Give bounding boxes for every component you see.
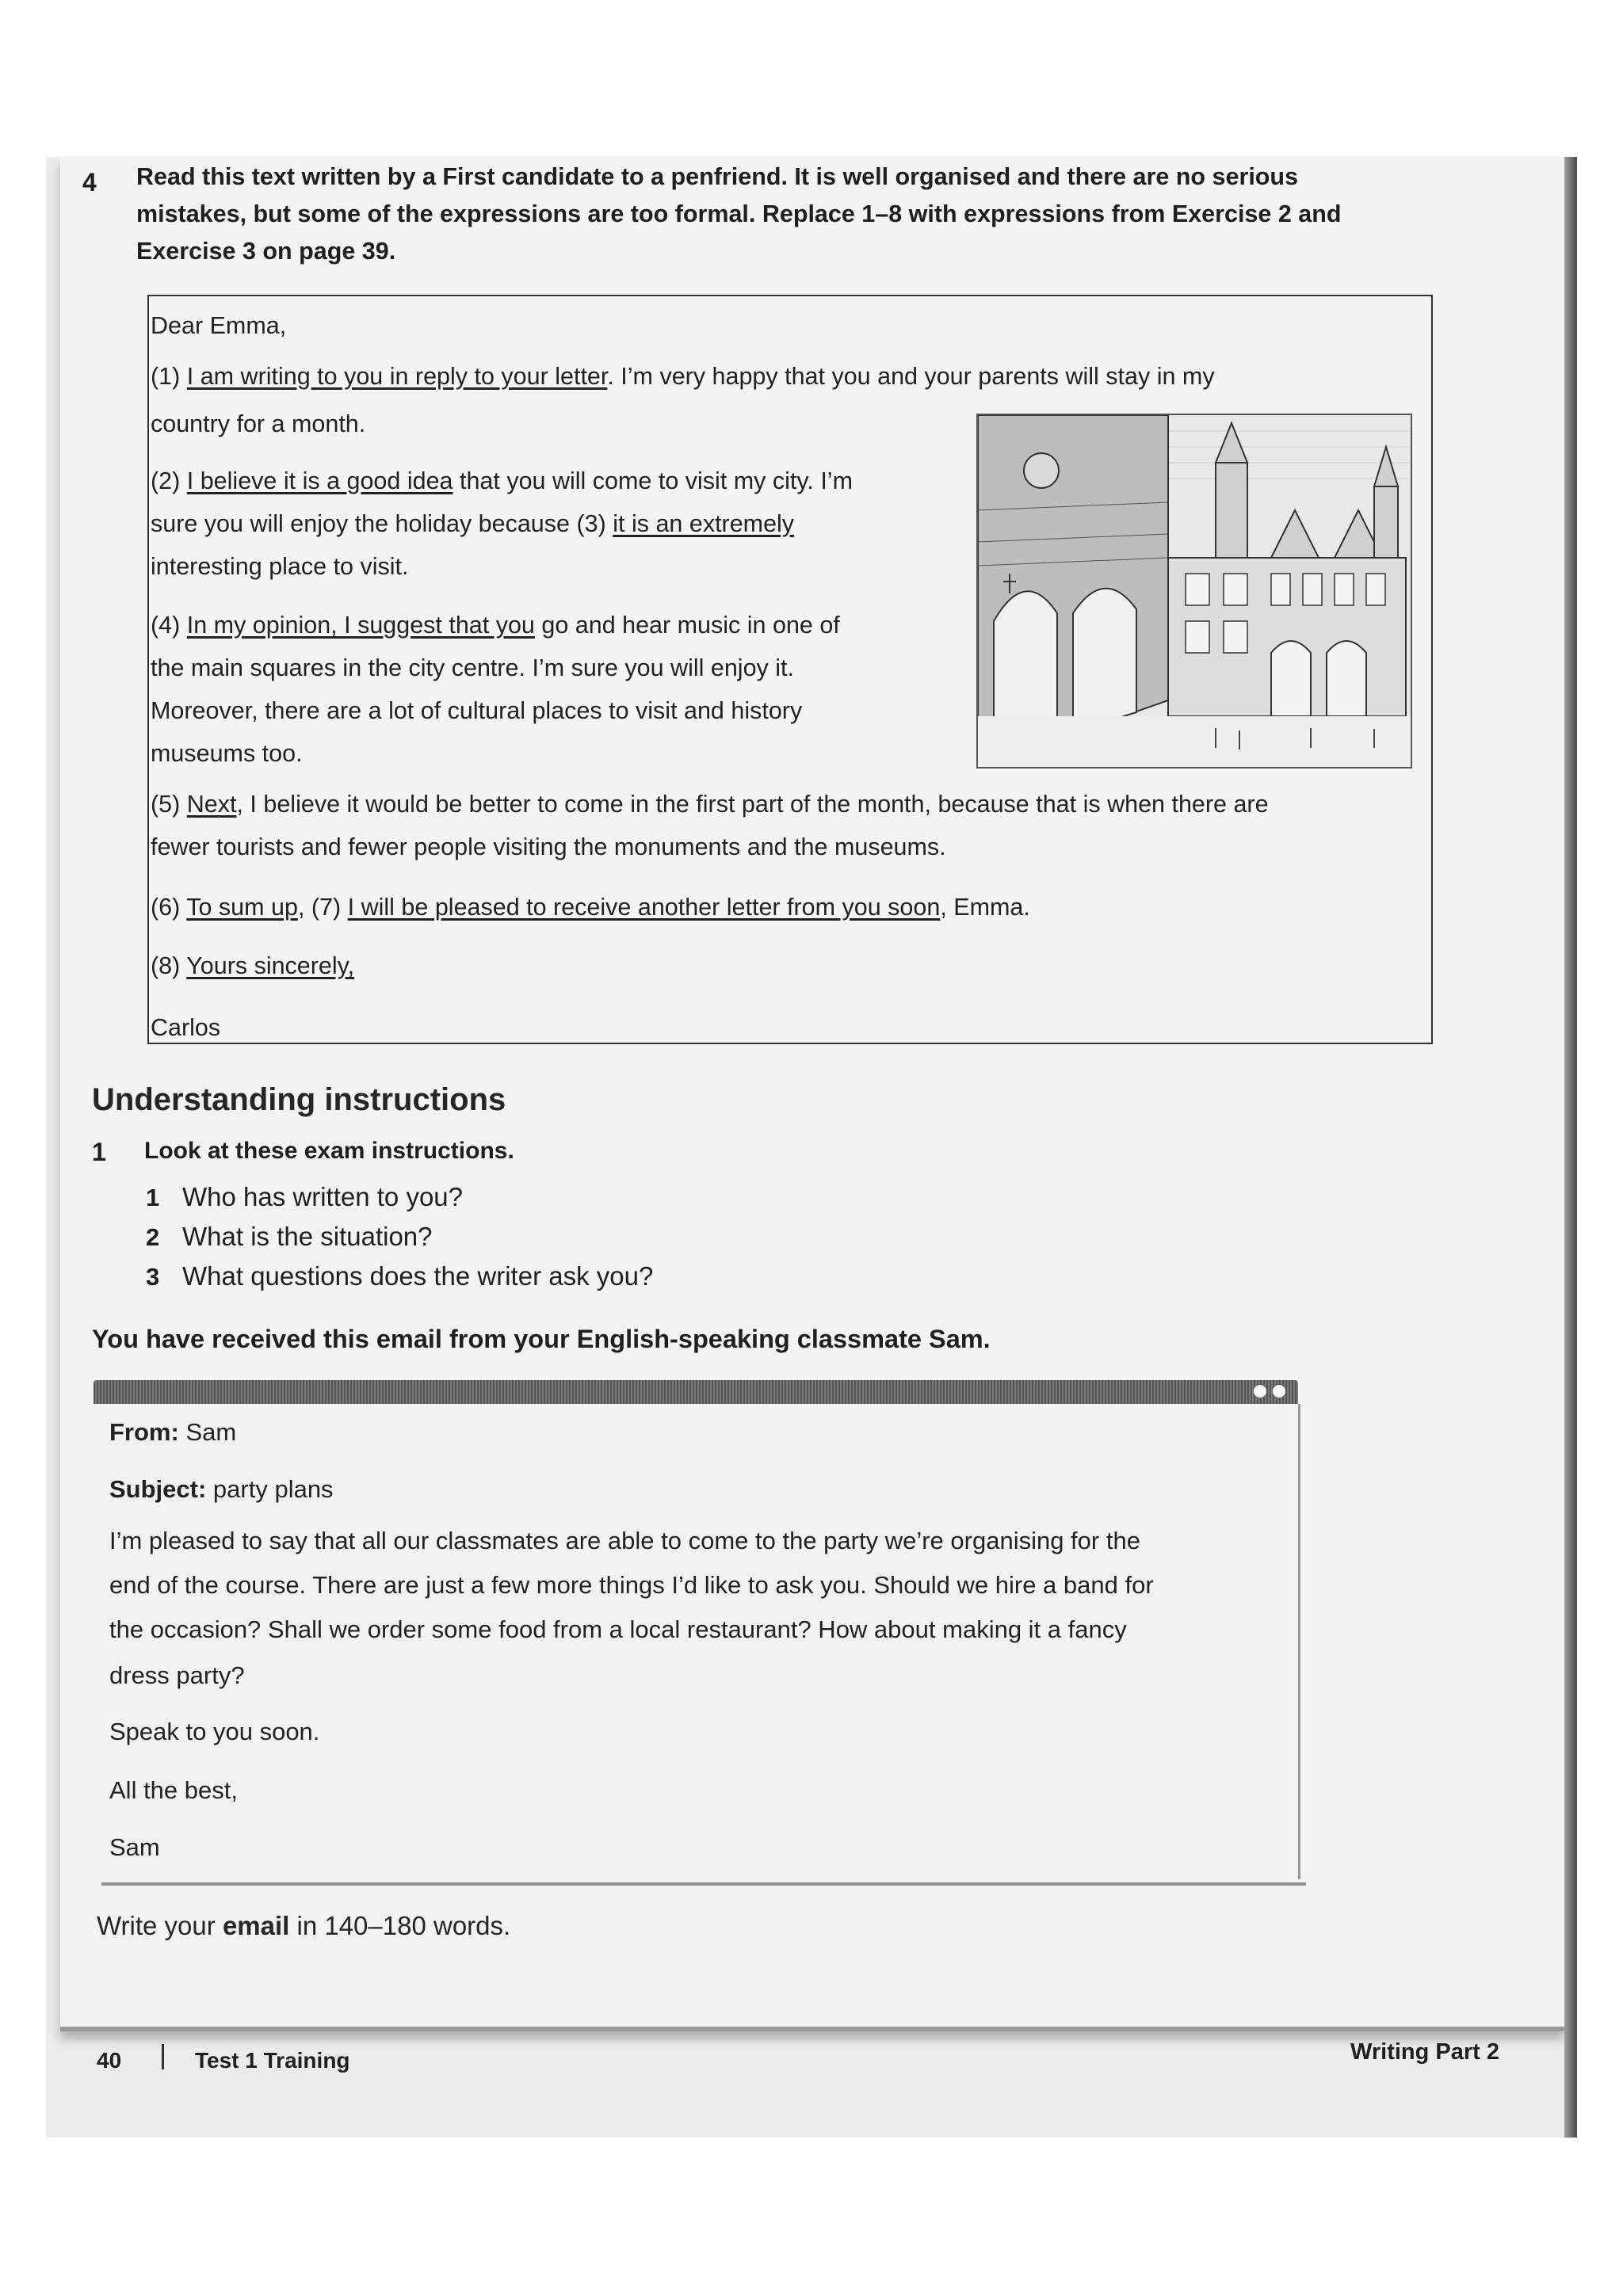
question-number: 1: [146, 1184, 160, 1211]
email-intro: You have received this email from your English-speaking classmate Sam.: [92, 1325, 991, 1353]
email-title-bar: [94, 1380, 1298, 1404]
footer-part-title: Writing Part 2: [1350, 2039, 1499, 2065]
email-bottom-rule: [101, 1882, 1306, 1886]
item-number: (1): [151, 363, 181, 390]
formal-expression: I believe it is a good idea: [186, 467, 453, 494]
letter-line: Moreover, there are a lot of cultural places to visit and history: [151, 697, 803, 724]
window-dot-icon: [1273, 1385, 1285, 1398]
section-heading: Understanding instructions: [92, 1082, 506, 1117]
formal-expression: In my opinion, I suggest that you: [186, 612, 535, 639]
email-body-line: end of the course. There are just a few more things I’d like to ask you. Should we hire a band for: [109, 1571, 1154, 1599]
formal-expression: Next: [186, 791, 237, 818]
formal-expression: Yours sincerely,: [186, 952, 355, 979]
subject-label: Subject:: [109, 1475, 207, 1503]
item-number: (3): [576, 510, 606, 537]
exercise-4-number: 4: [82, 168, 97, 196]
letter-text: ,: [297, 894, 311, 921]
letter-text: go and hear music in one of: [534, 612, 840, 639]
item-number: (5): [151, 791, 181, 818]
page-edge-shadow: [1564, 157, 1577, 2138]
letter-text: , I believe it would be better to come in the first part of the month, because that is when there are: [236, 791, 1269, 818]
letter-line: [151, 783, 1269, 826]
task-emphasis: email: [222, 1911, 290, 1940]
letter-line: [151, 604, 840, 646]
from-value: Sam: [185, 1418, 237, 1446]
footer-section-title: Test 1 Training: [195, 2048, 350, 2073]
email-sign-off: Speak to you soon.: [109, 1718, 320, 1745]
town-square-illustration: [976, 414, 1412, 769]
letter-text: that you will come to visit my city. I’m: [453, 467, 853, 494]
letter-line: [151, 355, 1215, 398]
task-text: in 140–180 words.: [289, 1911, 511, 1940]
exercise-1-instruction: Look at these exam instructions.: [144, 1138, 514, 1164]
question-number: 3: [146, 1263, 160, 1291]
letter-line: [151, 886, 1030, 929]
letter-line: interesting place to visit.: [151, 553, 409, 580]
formal-expression: I will be pleased to receive another letter from you soon: [347, 894, 941, 921]
email-sender-name: Sam: [109, 1833, 160, 1861]
email-body-line: the occasion? Shall we order some food from a local restaurant? How about making it a fancy: [109, 1615, 1127, 1643]
exercise-1-number: 1: [92, 1138, 106, 1166]
item-number: (7): [311, 894, 342, 921]
question-text: Who has written to you?: [182, 1182, 464, 1211]
task-text: Write your: [97, 1911, 223, 1940]
item-number: (2): [151, 467, 181, 494]
exercise-4-instruction: Read this text written by a First candidate to a penfriend. It is well organised and there are no serious mistakes, but some of the expressions are too formal. Replace 1–8 with expressions from Exercise 2 and Exercise 3 on page 39.: [136, 163, 1342, 265]
letter-line: the main squares in the city centre. I’m sure you will enjoy it.: [151, 654, 794, 681]
question-text: What questions does the writer ask you?: [182, 1261, 654, 1291]
letter-text: , Emma.: [940, 894, 1030, 921]
formal-expression: I am writing to you in reply to your letter: [186, 363, 608, 390]
subject-value: party plans: [212, 1475, 334, 1503]
formal-expression: To sum up: [186, 894, 298, 921]
letter-line: fewer tourists and fewer people visiting the monuments and the museums.: [151, 833, 946, 860]
page-number: 40: [97, 2048, 122, 2073]
question-number: 2: [146, 1223, 160, 1251]
email-from: [109, 1418, 236, 1447]
formal-expression: it is an extremely: [613, 510, 795, 537]
email-sign-off: All the best,: [109, 1776, 238, 1804]
letter-line: country for a month.: [151, 410, 366, 437]
email-subject: [109, 1475, 334, 1504]
from-label: From:: [109, 1418, 179, 1446]
item-number: (4): [151, 612, 181, 639]
letter-line: museums too.: [151, 740, 303, 767]
email-body-line: dress party?: [109, 1661, 245, 1689]
window-dot-icon: [1254, 1385, 1266, 1398]
letter-signature: Carlos: [151, 1014, 221, 1041]
footer-separator: [162, 2044, 164, 2069]
letter-line: [151, 502, 794, 545]
item-number: (6): [151, 894, 181, 921]
item-number: (8): [151, 952, 181, 979]
writing-task-instruction: [97, 1911, 510, 1941]
question-text: What is the situation?: [182, 1222, 433, 1251]
letter-text: . I’m very happy that you and your parents will stay in my: [607, 363, 1215, 390]
letter-greeting: Dear Emma,: [151, 312, 287, 339]
letter-text: sure you will enjoy the holiday because: [151, 510, 577, 537]
letter-line: [151, 460, 853, 502]
email-body-line: I’m pleased to say that all our classmates are able to come to the party we’re organising for the: [109, 1527, 1140, 1554]
letter-closing: [151, 944, 354, 987]
